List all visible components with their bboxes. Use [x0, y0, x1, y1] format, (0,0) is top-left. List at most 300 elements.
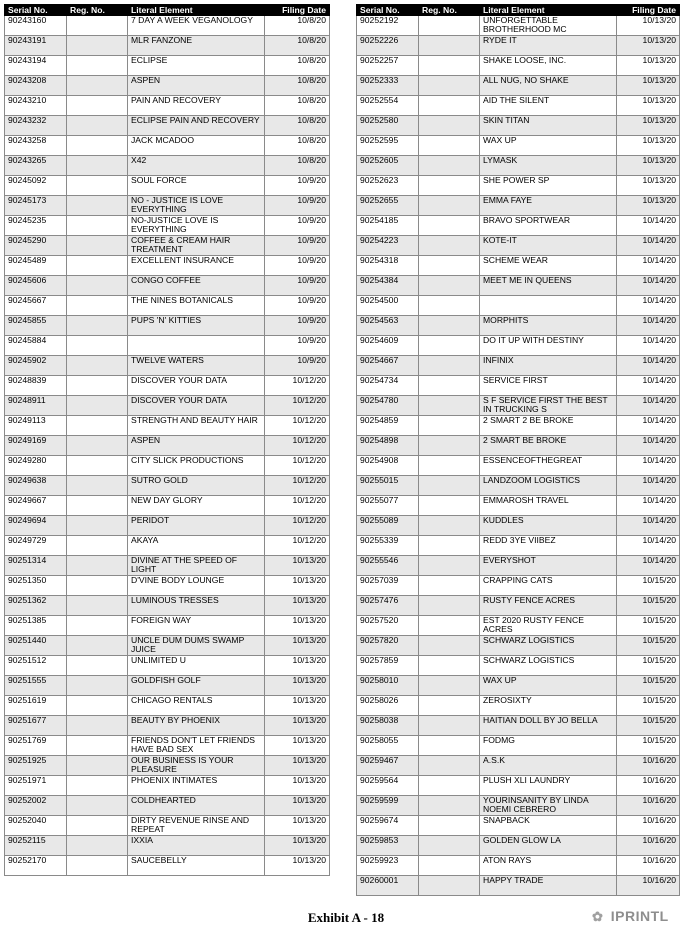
cell-reg-no	[67, 176, 128, 196]
cell-reg-no	[67, 196, 128, 216]
cell-reg-no	[419, 576, 480, 596]
cell-literal-element: DIVINE AT THE SPEED OF LIGHT	[128, 556, 265, 576]
cell-literal-element	[480, 296, 617, 316]
cell-serial-no: 90251769	[5, 736, 67, 756]
cell-literal-element: PHOENIX INTIMATES	[128, 776, 265, 796]
table-row	[357, 196, 680, 216]
cell-reg-no	[419, 716, 480, 736]
table-row	[5, 416, 330, 436]
cell-reg-no	[419, 96, 480, 116]
cell-reg-no	[419, 556, 480, 576]
cell-filing-date: 10/15/20	[617, 576, 680, 596]
cell-filing-date: 10/14/20	[617, 536, 680, 556]
header-literal-element: Literal Element	[128, 5, 265, 16]
cell-filing-date: 10/13/20	[265, 816, 330, 836]
cell-filing-date: 10/13/20	[617, 156, 680, 176]
cell-serial-no: 90245489	[5, 256, 67, 276]
table-row	[357, 176, 680, 196]
cell-filing-date: 10/13/20	[265, 596, 330, 616]
cell-serial-no: 90252580	[357, 116, 419, 136]
cell-reg-no	[67, 476, 128, 496]
cell-reg-no	[67, 436, 128, 456]
cell-reg-no	[419, 256, 480, 276]
table-row	[5, 76, 330, 96]
cell-literal-element: MEET ME IN QUEENS	[480, 276, 617, 296]
cell-reg-no	[419, 876, 480, 896]
cell-serial-no: 90249667	[5, 496, 67, 516]
cell-reg-no	[419, 596, 480, 616]
cell-serial-no: 90251925	[5, 756, 67, 776]
cell-serial-no: 90243208	[5, 76, 67, 96]
cell-literal-element: TWELVE WATERS	[128, 356, 265, 376]
cell-literal-element: ALL NUG, NO SHAKE	[480, 76, 617, 96]
cell-serial-no: 90254384	[357, 276, 419, 296]
cell-serial-no: 90260001	[357, 876, 419, 896]
cell-reg-no	[419, 436, 480, 456]
cell-reg-no	[67, 836, 128, 856]
cell-filing-date: 10/12/20	[265, 536, 330, 556]
cell-filing-date: 10/13/20	[265, 696, 330, 716]
cell-literal-element: UNCLE DUM DUMS SWAMP JUICE	[128, 636, 265, 656]
cell-reg-no	[419, 336, 480, 356]
cell-literal-element: SKIN TITAN	[480, 116, 617, 136]
table-row	[357, 256, 680, 276]
cell-filing-date: 10/8/20	[265, 136, 330, 156]
cell-reg-no	[419, 16, 480, 36]
cell-reg-no	[67, 256, 128, 276]
cell-filing-date: 10/14/20	[617, 436, 680, 456]
cell-serial-no: 90255339	[357, 536, 419, 556]
table-row	[357, 536, 680, 556]
table-row	[357, 756, 680, 776]
cell-literal-element: IXXIA	[128, 836, 265, 856]
cell-filing-date: 10/8/20	[265, 56, 330, 76]
table-row	[5, 276, 330, 296]
cell-filing-date: 10/9/20	[265, 176, 330, 196]
table-row	[5, 396, 330, 416]
cell-reg-no	[419, 516, 480, 536]
cell-literal-element: RUSTY FENCE ACRES	[480, 596, 617, 616]
cell-reg-no	[419, 76, 480, 96]
cell-literal-element: PLUSH XLI LAUNDRY	[480, 776, 617, 796]
cell-serial-no: 90254223	[357, 236, 419, 256]
cell-filing-date: 10/14/20	[617, 556, 680, 576]
cell-literal-element: SCHWARZ LOGISTICS	[480, 636, 617, 656]
cell-reg-no	[67, 36, 128, 56]
cell-filing-date: 10/12/20	[265, 396, 330, 416]
cell-serial-no: 90243191	[5, 36, 67, 56]
cell-reg-no	[67, 776, 128, 796]
cell-literal-element: HAITIAN DOLL BY JO BELLA	[480, 716, 617, 736]
cell-serial-no: 90254780	[357, 396, 419, 416]
cell-serial-no: 90258055	[357, 736, 419, 756]
cell-serial-no: 90259853	[357, 836, 419, 856]
table-row	[357, 816, 680, 836]
watermark-text: IPRINTL	[610, 908, 669, 924]
cell-filing-date: 10/16/20	[617, 796, 680, 816]
table-row	[357, 76, 680, 96]
cell-filing-date: 10/13/20	[265, 836, 330, 856]
cell-reg-no	[67, 496, 128, 516]
table-row	[357, 376, 680, 396]
cell-filing-date: 10/8/20	[265, 16, 330, 36]
table-row	[357, 776, 680, 796]
table-row	[357, 116, 680, 136]
cell-filing-date: 10/13/20	[265, 796, 330, 816]
cell-literal-element: REDD 3YE VIIBEZ	[480, 536, 617, 556]
cell-serial-no: 90243210	[5, 96, 67, 116]
cell-filing-date: 10/9/20	[265, 236, 330, 256]
cell-filing-date: 10/15/20	[617, 596, 680, 616]
table-row	[5, 756, 330, 776]
cell-filing-date: 10/14/20	[617, 476, 680, 496]
cell-filing-date: 10/12/20	[265, 516, 330, 536]
cell-literal-element: EMMA FAYE	[480, 196, 617, 216]
cell-filing-date: 10/13/20	[265, 676, 330, 696]
table-row	[5, 296, 330, 316]
table-row	[357, 496, 680, 516]
cell-filing-date: 10/13/20	[265, 556, 330, 576]
cell-reg-no	[67, 396, 128, 416]
cell-literal-element: SNAPBACK	[480, 816, 617, 836]
cell-serial-no: 90252623	[357, 176, 419, 196]
cell-serial-no: 90245884	[5, 336, 67, 356]
cell-literal-element: SCHEME WEAR	[480, 256, 617, 276]
cell-filing-date: 10/14/20	[617, 376, 680, 396]
cell-literal-element: KOTE-IT	[480, 236, 617, 256]
cell-serial-no: 90243194	[5, 56, 67, 76]
cell-literal-element: THE NINES BOTANICALS	[128, 296, 265, 316]
cell-literal-element: X42	[128, 156, 265, 176]
cell-reg-no	[419, 816, 480, 836]
cell-filing-date: 10/9/20	[265, 216, 330, 236]
cell-serial-no: 90259564	[357, 776, 419, 796]
cell-serial-no: 90254318	[357, 256, 419, 276]
cell-serial-no: 90249113	[5, 416, 67, 436]
cell-filing-date: 10/14/20	[617, 296, 680, 316]
cell-literal-element: WAX UP	[480, 136, 617, 156]
table-row	[5, 736, 330, 756]
cell-filing-date: 10/13/20	[617, 96, 680, 116]
table-row	[5, 96, 330, 116]
cell-literal-element: FODMG	[480, 736, 617, 756]
cell-reg-no	[419, 396, 480, 416]
cell-filing-date: 10/13/20	[265, 776, 330, 796]
cell-serial-no: 90259599	[357, 796, 419, 816]
cell-literal-element: A.S.K	[480, 756, 617, 776]
table-row	[357, 796, 680, 816]
table-row	[5, 836, 330, 856]
cell-serial-no: 90245290	[5, 236, 67, 256]
table-row	[357, 476, 680, 496]
cell-filing-date: 10/14/20	[617, 416, 680, 436]
table-row	[5, 436, 330, 456]
cell-reg-no	[419, 636, 480, 656]
cell-serial-no: 90251362	[5, 596, 67, 616]
table-row	[357, 856, 680, 876]
table-row	[5, 716, 330, 736]
cell-literal-element: AID THE SILENT	[480, 96, 617, 116]
table-row	[357, 516, 680, 536]
cell-reg-no	[419, 136, 480, 156]
cell-filing-date: 10/12/20	[265, 496, 330, 516]
table-row	[357, 736, 680, 756]
table-header-row	[357, 5, 680, 16]
cell-filing-date: 10/12/20	[265, 456, 330, 476]
cell-reg-no	[67, 116, 128, 136]
cell-reg-no	[419, 356, 480, 376]
cell-filing-date: 10/14/20	[617, 336, 680, 356]
cell-serial-no: 90251677	[5, 716, 67, 736]
table-row	[357, 636, 680, 656]
table-row	[357, 316, 680, 336]
cell-filing-date: 10/14/20	[617, 236, 680, 256]
cell-serial-no: 90245855	[5, 316, 67, 336]
table-row	[5, 556, 330, 576]
table-row	[5, 476, 330, 496]
cell-literal-element: PERIDOT	[128, 516, 265, 536]
exhibit-footer: Exhibit A - 18	[307, 910, 385, 925]
cell-literal-element: PAIN AND RECOVERY	[128, 96, 265, 116]
cell-filing-date: 10/14/20	[617, 316, 680, 336]
cell-reg-no	[67, 736, 128, 756]
cell-serial-no: 90252333	[357, 76, 419, 96]
cell-reg-no	[67, 456, 128, 476]
cell-reg-no	[419, 836, 480, 856]
table-row	[5, 16, 330, 36]
cell-serial-no: 90251512	[5, 656, 67, 676]
cell-filing-date: 10/14/20	[617, 276, 680, 296]
table-row	[357, 396, 680, 416]
cell-filing-date: 10/12/20	[265, 436, 330, 456]
cell-filing-date: 10/8/20	[265, 36, 330, 56]
table-row	[5, 536, 330, 556]
cell-filing-date: 10/16/20	[617, 856, 680, 876]
header-literal-element: Literal Element	[480, 5, 617, 16]
table-row	[5, 636, 330, 656]
cell-filing-date: 10/12/20	[265, 416, 330, 436]
cell-filing-date: 10/8/20	[265, 76, 330, 96]
cell-literal-element: SAUCEBELLY	[128, 856, 265, 876]
cell-reg-no	[419, 296, 480, 316]
cell-filing-date: 10/16/20	[617, 836, 680, 856]
cell-serial-no: 90251350	[5, 576, 67, 596]
cell-reg-no	[419, 36, 480, 56]
cell-reg-no	[67, 336, 128, 356]
cell-reg-no	[419, 236, 480, 256]
cell-reg-no	[419, 776, 480, 796]
cell-literal-element: ZEROSIXTY	[480, 696, 617, 716]
cell-serial-no: 90249169	[5, 436, 67, 456]
cell-reg-no	[67, 576, 128, 596]
cell-literal-element: SHAKE LOOSE, INC.	[480, 56, 617, 76]
cell-serial-no: 90254185	[357, 216, 419, 236]
table-row	[5, 856, 330, 876]
table-row	[5, 456, 330, 476]
cell-serial-no: 90254500	[357, 296, 419, 316]
cell-filing-date: 10/9/20	[265, 336, 330, 356]
table-row	[357, 236, 680, 256]
cell-literal-element: WAX UP	[480, 676, 617, 696]
cell-reg-no	[67, 616, 128, 636]
cell-filing-date: 10/9/20	[265, 296, 330, 316]
cell-reg-no	[67, 16, 128, 36]
cell-filing-date: 10/15/20	[617, 636, 680, 656]
table-row	[357, 716, 680, 736]
table-row	[357, 556, 680, 576]
cell-filing-date: 10/15/20	[617, 676, 680, 696]
cell-reg-no	[67, 356, 128, 376]
table-row	[5, 796, 330, 816]
cell-reg-no	[419, 496, 480, 516]
cell-filing-date: 10/8/20	[265, 96, 330, 116]
cell-reg-no	[67, 376, 128, 396]
table-row	[357, 96, 680, 116]
cell-reg-no	[419, 276, 480, 296]
cell-serial-no: 90251314	[5, 556, 67, 576]
cell-literal-element: CITY SLICK PRODUCTIONS	[128, 456, 265, 476]
table-row	[5, 116, 330, 136]
cell-filing-date: 10/9/20	[265, 256, 330, 276]
cell-filing-date: 10/14/20	[617, 356, 680, 376]
cell-literal-element: EST 2020 RUSTY FENCE ACRES	[480, 616, 617, 636]
table-row	[357, 696, 680, 716]
cell-filing-date: 10/13/20	[617, 16, 680, 36]
table-header-row	[5, 5, 330, 16]
cell-filing-date: 10/8/20	[265, 156, 330, 176]
cell-serial-no: 90249280	[5, 456, 67, 476]
cell-filing-date: 10/15/20	[617, 616, 680, 636]
cell-filing-date: 10/13/20	[265, 656, 330, 676]
cell-literal-element: CHICAGO RENTALS	[128, 696, 265, 716]
cell-literal-element: 7 DAY A WEEK VEGANOLOGY	[128, 16, 265, 36]
cell-reg-no	[419, 756, 480, 776]
cell-reg-no	[419, 696, 480, 716]
cell-literal-element: DISCOVER YOUR DATA	[128, 396, 265, 416]
header-filing-date: Filing Date	[617, 5, 680, 16]
cell-reg-no	[67, 96, 128, 116]
table-row	[5, 616, 330, 636]
table-row	[5, 676, 330, 696]
cell-serial-no: 90255015	[357, 476, 419, 496]
cell-filing-date: 10/9/20	[265, 276, 330, 296]
table-row	[357, 156, 680, 176]
table-row	[5, 496, 330, 516]
table-body-left	[5, 16, 330, 876]
cell-reg-no	[67, 716, 128, 736]
table-row	[357, 36, 680, 56]
cell-filing-date: 10/13/20	[265, 856, 330, 876]
cell-filing-date: 10/14/20	[617, 396, 680, 416]
cell-serial-no: 90251385	[5, 616, 67, 636]
cell-reg-no	[67, 276, 128, 296]
cell-serial-no: 90254563	[357, 316, 419, 336]
cell-filing-date: 10/13/20	[617, 136, 680, 156]
cell-literal-element: MLR FANZONE	[128, 36, 265, 56]
cell-serial-no: 90257520	[357, 616, 419, 636]
cell-serial-no: 90258010	[357, 676, 419, 696]
cell-literal-element: EXCELLENT INSURANCE	[128, 256, 265, 276]
table-row	[357, 876, 680, 896]
trademark-table-left	[4, 4, 330, 876]
cell-reg-no	[419, 536, 480, 556]
cell-reg-no	[419, 796, 480, 816]
cell-reg-no	[419, 376, 480, 396]
table-row	[357, 16, 680, 36]
table-row	[5, 516, 330, 536]
cell-reg-no	[67, 636, 128, 656]
cell-reg-no	[67, 656, 128, 676]
cell-literal-element: ECLIPSE PAIN AND RECOVERY	[128, 116, 265, 136]
cell-serial-no: 90248911	[5, 396, 67, 416]
cell-literal-element: NO - JUSTICE IS LOVE EVERYTHING	[128, 196, 265, 216]
cell-literal-element: DO IT UP WITH DESTINY	[480, 336, 617, 356]
table-body-right	[357, 16, 680, 896]
table-row	[5, 236, 330, 256]
cell-literal-element: ECLIPSE	[128, 56, 265, 76]
cell-literal-element: FOREIGN WAY	[128, 616, 265, 636]
cell-serial-no: 90252192	[357, 16, 419, 36]
cell-reg-no	[419, 456, 480, 476]
cell-reg-no	[419, 616, 480, 636]
cell-filing-date: 10/16/20	[617, 876, 680, 896]
cell-reg-no	[67, 236, 128, 256]
cell-reg-no	[67, 856, 128, 876]
cell-serial-no: 90245173	[5, 196, 67, 216]
cell-literal-element: ATON RAYS	[480, 856, 617, 876]
cell-serial-no: 90254667	[357, 356, 419, 376]
cell-filing-date: 10/13/20	[265, 756, 330, 776]
cell-reg-no	[419, 196, 480, 216]
cell-literal-element: MORPHITS	[480, 316, 617, 336]
cell-filing-date: 10/14/20	[617, 496, 680, 516]
cell-filing-date: 10/16/20	[617, 756, 680, 776]
cell-literal-element: GOLDFISH GOLF	[128, 676, 265, 696]
table-row	[5, 156, 330, 176]
table-row	[357, 356, 680, 376]
cell-serial-no: 90252040	[5, 816, 67, 836]
cell-literal-element: S F SERVICE FIRST THE BEST IN TRUCKING S	[480, 396, 617, 416]
cell-reg-no	[419, 116, 480, 136]
watermark-logo	[592, 908, 669, 925]
table-row	[357, 276, 680, 296]
cell-literal-element: 2 SMART 2 BE BROKE	[480, 416, 617, 436]
cell-filing-date: 10/13/20	[265, 736, 330, 756]
cell-literal-element: ASPEN	[128, 76, 265, 96]
cell-literal-element: DISCOVER YOUR DATA	[128, 376, 265, 396]
cell-literal-element: CONGO COFFEE	[128, 276, 265, 296]
table-row	[5, 136, 330, 156]
cell-serial-no: 90252226	[357, 36, 419, 56]
cell-reg-no	[419, 216, 480, 236]
cell-filing-date: 10/13/20	[265, 636, 330, 656]
cell-reg-no	[67, 536, 128, 556]
cell-literal-element: UNFORGETTABLE BROTHERHOOD MC	[480, 16, 617, 36]
table-row	[357, 56, 680, 76]
cell-filing-date: 10/9/20	[265, 196, 330, 216]
cell-filing-date: 10/12/20	[265, 376, 330, 396]
cell-serial-no: 90255089	[357, 516, 419, 536]
table-row	[357, 436, 680, 456]
cell-filing-date: 10/13/20	[265, 576, 330, 596]
cell-reg-no	[67, 676, 128, 696]
cell-filing-date: 10/14/20	[617, 516, 680, 536]
cell-literal-element: LANDZOOM LOGISTICS	[480, 476, 617, 496]
cell-literal-element: HAPPY TRADE	[480, 876, 617, 896]
cell-filing-date: 10/16/20	[617, 816, 680, 836]
cell-serial-no: 90257859	[357, 656, 419, 676]
cell-serial-no: 90252257	[357, 56, 419, 76]
